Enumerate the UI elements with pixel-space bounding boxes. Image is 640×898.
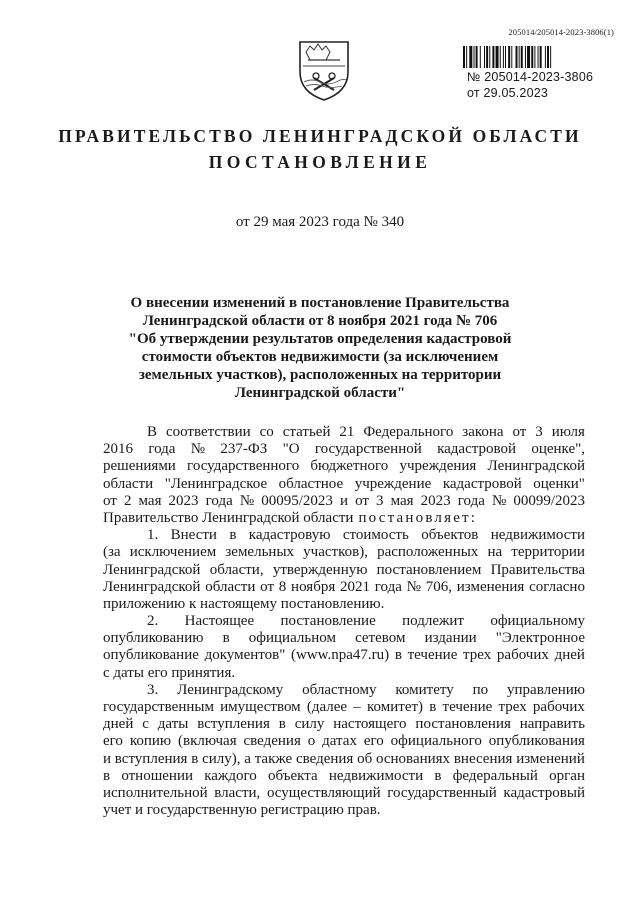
registration-number: № 205014-2023-3806 bbox=[467, 70, 594, 84]
word: течение bbox=[407, 647, 458, 664]
word: 2016 bbox=[103, 441, 133, 458]
text-line bbox=[103, 458, 585, 475]
word: 21 bbox=[339, 424, 355, 440]
word: № bbox=[239, 492, 255, 509]
word: рабочих bbox=[532, 699, 585, 715]
word: стоимость bbox=[342, 527, 409, 544]
word: мая bbox=[138, 492, 162, 509]
word: официальном bbox=[248, 630, 336, 647]
word: "Электронное bbox=[495, 630, 585, 647]
word: на bbox=[487, 544, 503, 561]
word: комитет) bbox=[367, 699, 424, 715]
word: (включая bbox=[178, 733, 237, 750]
word: издании bbox=[424, 630, 477, 647]
word: Правительства bbox=[490, 561, 585, 578]
word: Ленинградской bbox=[487, 458, 585, 475]
word: кадастровую bbox=[248, 527, 331, 544]
word: в bbox=[103, 767, 111, 784]
word: в bbox=[229, 527, 237, 544]
word: постановления bbox=[415, 716, 511, 733]
word: области bbox=[103, 475, 154, 492]
text-line bbox=[103, 510, 585, 527]
word: а bbox=[244, 750, 251, 767]
word: силу bbox=[294, 716, 325, 733]
text-line bbox=[103, 716, 585, 733]
organization-name: ПРАВИТЕЛЬСТВО ЛЕНИНГРАДСКОЙ ОБЛАСТИ bbox=[58, 126, 582, 146]
word: каждого bbox=[204, 767, 257, 784]
word: от bbox=[512, 424, 527, 440]
word: 2021 bbox=[340, 578, 370, 595]
word: № bbox=[406, 578, 421, 595]
word: изменения bbox=[456, 578, 525, 595]
text-line bbox=[103, 613, 585, 630]
word: также bbox=[254, 750, 293, 767]
word: решениями bbox=[103, 458, 176, 475]
word: "Ленинградское bbox=[164, 475, 268, 492]
word: 00095/2023 bbox=[261, 492, 333, 509]
word: постановление bbox=[280, 613, 376, 630]
title-line: земельных участков), расположенных на территории bbox=[138, 367, 502, 383]
word: даты bbox=[157, 716, 189, 733]
word: статьей bbox=[282, 424, 331, 440]
word: 237-ФЗ bbox=[220, 441, 268, 458]
document-title bbox=[100, 294, 540, 402]
word: согласно bbox=[529, 578, 585, 595]
word: Внести bbox=[170, 527, 217, 544]
word: 3 bbox=[376, 492, 384, 509]
word: орган bbox=[549, 767, 585, 784]
word: со bbox=[259, 424, 274, 440]
word: в bbox=[222, 630, 230, 647]
word: 8 bbox=[278, 578, 287, 595]
word: сведения bbox=[295, 750, 354, 767]
word: в bbox=[434, 767, 442, 784]
text-line bbox=[103, 630, 585, 647]
word: объекта bbox=[267, 767, 318, 784]
word: официальному bbox=[490, 613, 585, 630]
text-line bbox=[103, 476, 585, 493]
word: государственным bbox=[103, 699, 214, 715]
word: от bbox=[355, 492, 369, 509]
word: июля bbox=[551, 424, 585, 440]
word: исполнительной bbox=[103, 784, 208, 801]
word: 00099/2023 bbox=[513, 492, 585, 509]
item-3-paragraph bbox=[103, 682, 585, 820]
text-line: с даты его принятия. bbox=[103, 664, 236, 681]
word: оценки" bbox=[533, 475, 585, 492]
word: рабочих bbox=[496, 647, 549, 664]
text-line bbox=[103, 768, 585, 785]
word: силу), bbox=[202, 750, 241, 767]
word: подлежит bbox=[402, 613, 464, 630]
text-line bbox=[103, 785, 585, 802]
word: ноября bbox=[291, 578, 336, 595]
word: в bbox=[429, 699, 437, 715]
word: соответствии bbox=[165, 424, 251, 440]
document-reference: 205014/205014-2023-3806(1) bbox=[508, 27, 614, 37]
word: Настоящее bbox=[184, 613, 255, 630]
word: государственный bbox=[387, 784, 497, 801]
word: сведения bbox=[243, 733, 301, 750]
word: его bbox=[103, 733, 123, 750]
preamble-verb: постановляет: bbox=[358, 509, 478, 526]
registration-date: от 29.05.2023 bbox=[467, 86, 549, 100]
word: 2. bbox=[147, 613, 159, 630]
word: внесения bbox=[453, 750, 513, 767]
word: оценке", bbox=[531, 441, 585, 458]
word: государственной bbox=[314, 441, 422, 458]
word: объектов bbox=[421, 527, 479, 544]
word: дней bbox=[103, 716, 134, 733]
text-line bbox=[103, 562, 585, 579]
word: настоящего bbox=[333, 716, 407, 733]
word: кадастровой bbox=[442, 475, 522, 492]
word: мая bbox=[390, 492, 414, 509]
title-line: "Об утверждении результатов определения кадастровой bbox=[128, 331, 512, 347]
word: "О bbox=[282, 441, 300, 458]
text-line bbox=[103, 751, 585, 768]
word: о bbox=[307, 733, 316, 750]
word: территории bbox=[511, 544, 585, 561]
word: областное bbox=[278, 475, 344, 492]
word: 2023 bbox=[420, 492, 451, 509]
text-line bbox=[103, 493, 585, 510]
word: об bbox=[357, 750, 373, 767]
word: трех bbox=[498, 699, 527, 715]
word: от bbox=[103, 492, 117, 509]
text-line bbox=[103, 699, 585, 716]
text-line bbox=[103, 733, 585, 750]
document-date-number: от 29 мая 2023 года № 340 bbox=[235, 214, 405, 230]
word: вступления bbox=[197, 716, 270, 733]
word: недвижимости bbox=[328, 767, 424, 784]
coat-of-arms-icon bbox=[296, 38, 352, 102]
word: государственного bbox=[187, 458, 300, 475]
item-1-paragraph bbox=[103, 527, 585, 613]
word: учреждение bbox=[354, 475, 432, 492]
word: (далее bbox=[306, 699, 348, 715]
word: участков), bbox=[303, 544, 368, 561]
word: в bbox=[191, 750, 199, 767]
word: № bbox=[491, 492, 507, 509]
word: и bbox=[339, 492, 349, 509]
text-line: учет и государственную регистрацию прав. bbox=[103, 802, 381, 819]
preamble-subject: Правительство Ленинградской области bbox=[103, 509, 354, 526]
word: копию bbox=[129, 733, 172, 750]
title-line: О внесении изменений в постановление Правительства bbox=[130, 295, 510, 311]
word: по bbox=[472, 681, 489, 698]
text-line bbox=[103, 647, 585, 664]
word: утвержденную bbox=[272, 561, 368, 578]
document-body bbox=[103, 424, 585, 819]
word: отношении bbox=[121, 767, 194, 784]
word: 3 bbox=[535, 424, 543, 440]
word: постановлением bbox=[376, 561, 482, 578]
word: основаниях bbox=[376, 750, 451, 767]
word: в bbox=[278, 716, 286, 733]
item-2-paragraph bbox=[103, 613, 585, 682]
word: власти, bbox=[214, 784, 261, 801]
word: области bbox=[205, 578, 256, 595]
word: трех bbox=[463, 647, 492, 664]
word: недвижимости bbox=[490, 527, 585, 544]
word: года bbox=[148, 441, 176, 458]
text-line bbox=[103, 682, 585, 699]
word: (www.npa47.ru) bbox=[290, 647, 390, 664]
word: 2023 bbox=[168, 492, 199, 509]
preamble-paragraph bbox=[103, 424, 585, 527]
word: кадастровый bbox=[503, 784, 585, 801]
word: и bbox=[103, 750, 112, 767]
word: дней bbox=[554, 647, 585, 664]
word: года bbox=[205, 492, 233, 509]
word: датах bbox=[322, 733, 357, 750]
word: опубликования bbox=[488, 733, 585, 750]
word: осуществляющий bbox=[266, 784, 381, 801]
word: областному bbox=[302, 681, 377, 698]
word: направить bbox=[519, 716, 585, 733]
text-line bbox=[103, 424, 585, 441]
word: от bbox=[260, 578, 275, 595]
word: земельных bbox=[225, 544, 295, 561]
word: сетевом bbox=[355, 630, 406, 647]
text-line: приложению к настоящему постановлению. bbox=[103, 595, 385, 612]
word: управлению bbox=[507, 681, 585, 698]
word: исключением bbox=[129, 544, 217, 561]
word: имуществом bbox=[220, 699, 301, 715]
word: В bbox=[147, 424, 158, 440]
word: в bbox=[394, 647, 402, 664]
text-line bbox=[103, 579, 585, 596]
word: бюджетного bbox=[310, 458, 389, 475]
word: документов" bbox=[204, 647, 286, 664]
word: опубликование bbox=[103, 647, 199, 664]
title-line: Ленинградской области от 8 ноября 2021 года № 706 bbox=[142, 313, 498, 329]
word: учреждения bbox=[399, 458, 477, 475]
word: с bbox=[142, 716, 149, 733]
word: изменений bbox=[516, 750, 585, 767]
word: Ленинградской bbox=[103, 578, 201, 595]
text-line bbox=[103, 544, 585, 561]
word: опубликованию bbox=[103, 630, 204, 647]
word: закона bbox=[462, 424, 504, 440]
word: года bbox=[374, 578, 402, 595]
word: 1. bbox=[147, 527, 159, 544]
word: № bbox=[190, 441, 206, 458]
word: течение bbox=[442, 699, 493, 715]
word: Ленинградской bbox=[103, 561, 201, 578]
text-line bbox=[103, 441, 585, 458]
word: вступления bbox=[114, 750, 188, 767]
text-line bbox=[103, 527, 585, 544]
word: Федерального bbox=[363, 424, 454, 440]
word: года bbox=[457, 492, 485, 509]
word: 3. bbox=[147, 681, 159, 698]
title-line: стоимости объектов недвижимости (за исключением bbox=[141, 349, 499, 365]
word: Ленинградскому bbox=[177, 681, 284, 698]
word: расположенных bbox=[377, 544, 479, 561]
word: официального bbox=[390, 733, 482, 750]
word: – bbox=[353, 699, 361, 715]
title-line: Ленинградской области" bbox=[234, 385, 406, 401]
word: федеральный bbox=[452, 767, 538, 784]
document-type: ПОСТАНОВЛЕНИЕ bbox=[208, 152, 432, 172]
word: 2 bbox=[123, 492, 132, 509]
word: комитету bbox=[395, 681, 454, 698]
word: его bbox=[363, 733, 384, 750]
barcode-icon bbox=[463, 46, 611, 68]
word: (за bbox=[103, 544, 121, 561]
word: области, bbox=[209, 561, 264, 578]
word: 706, bbox=[425, 578, 452, 595]
word: кадастровой bbox=[437, 441, 516, 458]
